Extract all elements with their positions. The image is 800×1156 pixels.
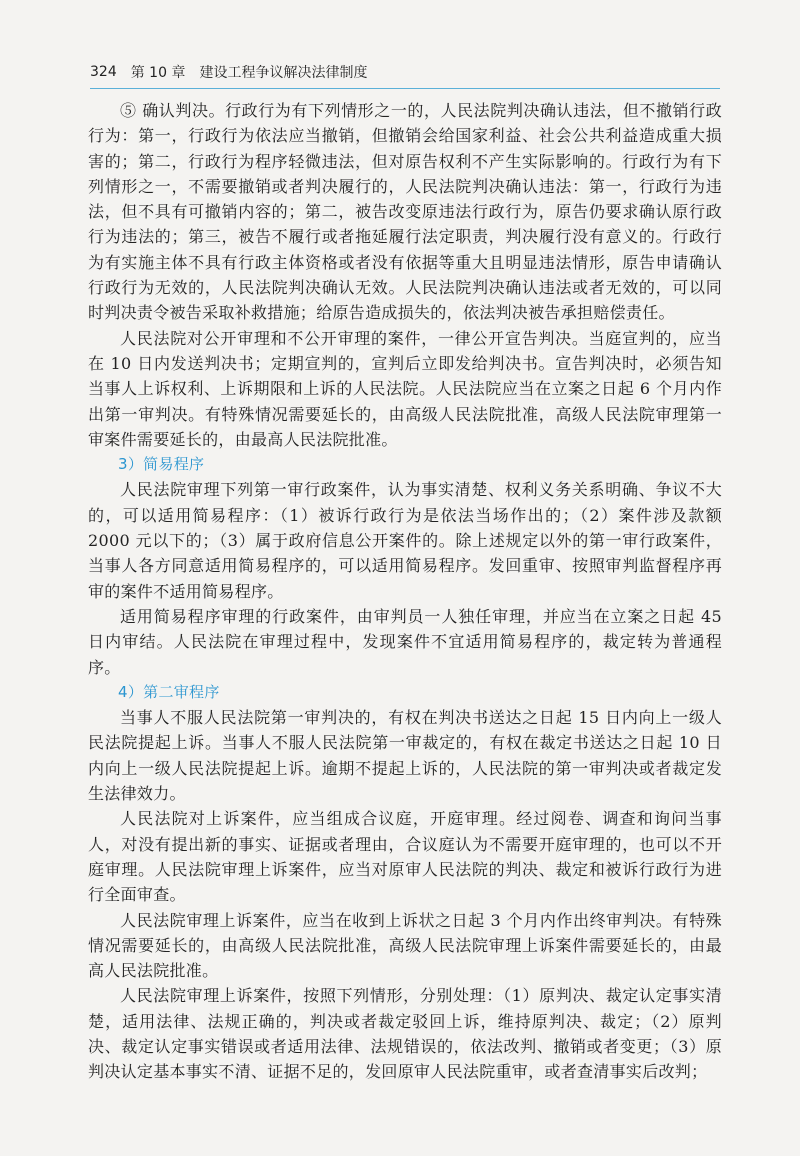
paragraph: 当事人不服人民法院第一审判决的，有权在判决书送达之日起 15 日内向上一级人民法院提起上诉。当事人不服人民法院第一审裁定的，有权在裁定书送达之日起 10 日内向上一级人民法院提起上诉。逾期不提起上诉的，人民法院的第一审判决或者裁定发生法律效力。 [88,708,722,804]
paragraph: 人民法院审理上诉案件，应当在收到上诉状之日起 3 个月内作出终审判决。有特殊情况需要延长的，由高级人民法院批准，高级人民法院审理上诉案件需要延长的，由最高人民法院批准。 [88,910,722,981]
paragraph: 适用简易程序审理的行政案件，由审判员一人独任审理，并应当在立案之日起 45 日内审结。人民法院在审理过程中，发现案件不宜适用简易程序的，裁定转为普通程序。 [88,606,722,677]
section-heading-second-instance: 4）第二审程序 [118,682,220,701]
page-number: 324 [90,64,117,80]
chapter-title: 第 10 章 建设工程争议解决法律制度 [130,65,368,81]
paragraph: 人民法院审理上诉案件，按照下列情形，分别处理：（1）原判决、裁定认定事实清楚，适用法律、法规正确的，判决或者裁定驳回上诉，维持原判决、裁定；（2）原判决、裁定认定事实错误或者适用法律、法规错误的，依法改判、撤销或者变更；（3）原判决认定基本事实不清、证据不足的，发回原审人民法院重审，或者查清事实后改判； [88,986,722,1082]
body-text [88,98,722,1085]
paragraph: ⑤ 确认判决。行政行为有下列情形之一的，人民法院判决确认违法，但不撤销行政行为：第一，行政行为依法应当撤销，但撤销会给国家利益、社会公共利益造成重大损害的；第二，行政行为程序轻微违法，但对原告权利不产生实际影响的。行政行为有下列情形之一，不需要撤销或者判决履行的，人民法院判决确认违法：第一，行政行为违法，但不具有可撤销内容的；第二，被告改变原违法行政行为，原告仍要求确认原行政行为违法的；第三，被告不履行或者拖延履行法定职责，判决履行没有意义的。行政行为有实施主体不具有行政主体资格或者没有依据等重大且明显违法情形，原告申请确认行政行为无效的，人民法院判决确认无效。人民法院判决确认违法或者无效的，可以同时判决责令被告采取补救措施；给原告造成损失的，依法判决被告承担赔偿责任。 [88,101,722,323]
paragraph: 人民法院审理下列第一审行政案件，认为事实清楚、权利义务关系明确、争议不大的，可以适用简易程序：（1）被诉行政行为是依法当场作出的；（2）案件涉及款额 2000 元以下的；（3）属于政府信息公开案件的。除上述规定以外的第一审行政案件，当事人各方同意适用简易程序的，可以适用简易程序。发回重审、按照审判监督程序再审的案件不适用简易程序。 [88,480,722,601]
paragraph: 人民法院对公开审理和不公开审理的案件，一律公开宣告判决。当庭宣判的，应当在 10 日内发送判决书；定期宣判的，宣判后立即发给判决书。宣告判决时，必须告知当事人上诉权利、上诉期限和上诉的人民法院。人民法院应当在立案之日起 6 个月内作出第一审判决。有特殊情况需要延长的，由高级人民法院批准，高级人民法院审理第一审案件需要延长的，由最高人民法院批准。 [88,328,722,449]
running-header [90,62,720,82]
section-heading-simple-procedure: 3）简易程序 [118,455,205,474]
paragraph: 人民法院对上诉案件，应当组成合议庭，开庭审理。经过阅卷、调查和询问当事人，对没有提出新的事实、证据或者理由，合议庭认为不需要开庭审理的，也可以不开庭审理。人民法院审理上诉案件，应当对原审人民法院的判决、裁定和被诉行政行为进行全面审查。 [88,809,722,905]
header-rule [90,88,720,89]
